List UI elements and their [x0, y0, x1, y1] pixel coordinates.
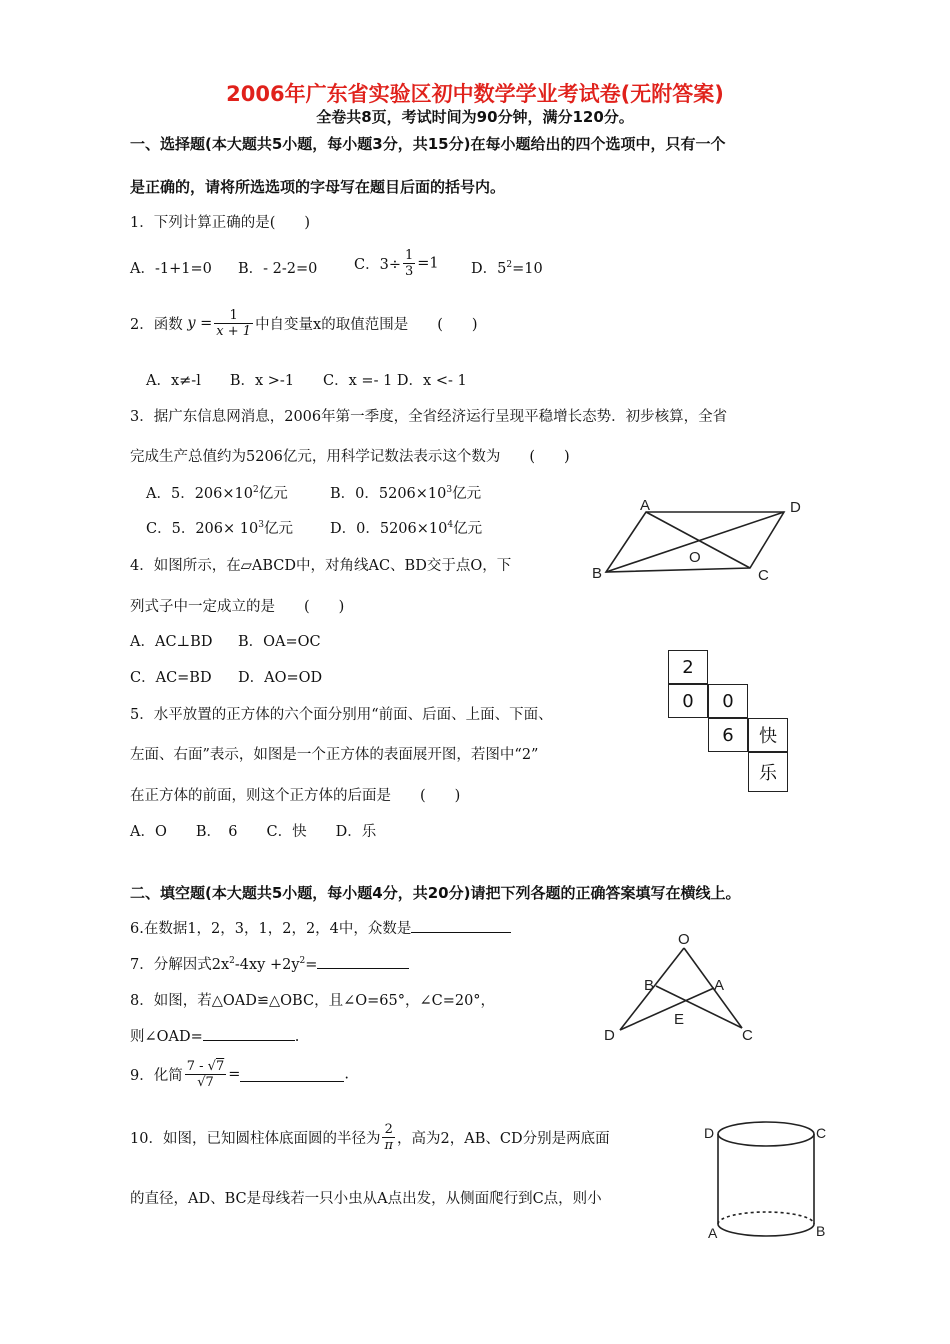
q10-numerator: 2: [382, 1122, 395, 1138]
q3-d-suffix: 亿元: [453, 521, 483, 537]
cylinder-bottom-front-arc: [718, 1224, 814, 1236]
label-d: D: [790, 499, 801, 516]
q3-c-exponent: 3: [258, 520, 264, 531]
q9-numerator-a: 7 -: [186, 1059, 204, 1074]
q6-stem: [130, 917, 511, 938]
q8-answer-blank[interactable]: [203, 1026, 295, 1041]
q3-line1: 3．据广东信息网消息，2006年第一季度，全省经济运行呈现平稳增长态势．初步核算，全省: [130, 409, 728, 425]
q3-a-prefix: A．5．206×10: [146, 486, 253, 502]
q1-c-numerator: 1: [404, 248, 414, 263]
q4-line2: 列式子中一定成立的是 ( ): [130, 599, 345, 615]
label-d: D: [704, 1125, 715, 1141]
label-a: A: [708, 1225, 718, 1241]
q9-end: .: [344, 1066, 349, 1083]
q3-a-suffix: 亿元: [258, 486, 288, 502]
line-da: [620, 988, 714, 1030]
q9-denominator-value: 7: [205, 1075, 214, 1090]
q9-stem: [130, 1059, 349, 1090]
q6-text: 6.在数据1，2，3，1，2，2，4中，众数是: [130, 921, 412, 937]
q2-suffix: 中自变量x的取值范围是 ( ): [255, 317, 478, 333]
page-title: 2006年广东省实验区初中数学学业考试卷(无附答案): [226, 82, 724, 106]
net-cell-2: 2: [668, 650, 708, 684]
net-cell-0-left: 0: [668, 684, 708, 718]
q1-stem: 1．下列计算正确的是( ): [130, 215, 311, 231]
q9-fraction: [185, 1059, 227, 1090]
section2-heading: 二、填空题(本大题共5小题，每小题4分，共20分)请把下列各题的正确答案填写在横线上。: [130, 884, 741, 902]
q3-b-suffix: 亿元: [452, 486, 482, 502]
q6-answer-blank[interactable]: [411, 918, 511, 933]
q7-middle: -4xy +2y: [234, 957, 300, 973]
q9-equals: =: [228, 1066, 241, 1083]
q1-option-d: [471, 257, 543, 278]
q9-numerator-b: 7: [215, 1059, 225, 1074]
label-a: A: [714, 977, 725, 994]
q1-option-c-fraction: [403, 248, 415, 279]
q7-prefix: 7．分解因式2x: [130, 957, 230, 973]
cylinder-bottom-back-arc: [718, 1212, 814, 1224]
q5-line1: 5．水平放置的正方体的六个面分别用“前面、后面、上面、下面、: [130, 707, 553, 723]
q8-prefix: 则∠OAD=: [130, 1029, 203, 1045]
label-c: C: [816, 1125, 827, 1141]
q7-exponent-1: 2: [229, 956, 235, 967]
q2-prefix: 2．函数: [130, 317, 183, 333]
parallelogram-figure: [588, 494, 810, 586]
label-b: B: [592, 565, 603, 582]
q3-line2: 完成生产总值约为5206亿元，用科学记数法表示这个数为 ( ): [130, 449, 570, 465]
q5-line3: 在正方体的前面，则这个正方体的后面是 ( ): [130, 788, 461, 804]
q2-fraction: [214, 308, 253, 339]
net-cell-0-right: 0: [708, 684, 748, 718]
congruent-triangles-figure: [600, 928, 760, 1044]
q1-d-exponent: 2: [506, 260, 513, 271]
q2-denominator: x + 1: [216, 324, 252, 339]
q3-a-exponent: 2: [252, 485, 259, 496]
q5-options: A．O B． 6 C．快 D．乐: [130, 824, 377, 840]
q2-numerator: 1: [214, 308, 253, 324]
q10-suffix: ，高为2，AB、CD分别是两底面: [397, 1131, 610, 1147]
q1-option-c: [354, 248, 439, 279]
q10-line1: [130, 1122, 610, 1153]
q4-option-c: C．AC=BD: [130, 670, 212, 686]
q3-d-exponent: 4: [447, 520, 454, 531]
q3-d-prefix: D．0．5206×10: [330, 521, 448, 537]
q9-denominator: √7: [197, 1075, 214, 1090]
label-e: E: [674, 1011, 685, 1028]
q10-line2: 的直径，AD、BC是母线若一只小虫从A点出发，从侧面爬行到C点，则小: [130, 1191, 602, 1207]
q7-suffix: =: [305, 957, 318, 973]
q1-option-b: B．- 2-2=0: [238, 261, 318, 277]
net-cell-kuai: 快: [748, 718, 788, 752]
q4-option-b: B．OA=OC: [238, 634, 321, 650]
q9-answer-blank[interactable]: [240, 1067, 344, 1082]
q10-fraction: [382, 1122, 395, 1153]
q1-option-a: A．-1+1=0: [130, 261, 212, 277]
q4-option-a: A．AC⊥BD: [130, 634, 213, 650]
q9-numerator: 7 - √7: [186, 1059, 225, 1074]
q2-options: A．x≠-l B．x >-1 C．x =- 1 D．x <- 1: [146, 373, 467, 389]
q9-prefix: 9．化简: [130, 1068, 183, 1084]
q3-b-exponent: 3: [446, 485, 453, 496]
q8-line1: 8．如图，若△OAD≌△OBC，且∠O=65°，∠C=20°，: [130, 993, 496, 1009]
q10-denominator: π: [384, 1138, 393, 1153]
net-cell-le: 乐: [748, 752, 788, 792]
q8-suffix: .: [294, 1029, 300, 1045]
q2-function-name: y =: [187, 315, 213, 332]
q4-line1: 4．如图所示，在▱ABCD中，对角线AC、BD交于点O，下: [130, 558, 512, 574]
q8-line2: [130, 1025, 299, 1046]
q7-answer-blank[interactable]: [317, 954, 409, 969]
label-o: O: [678, 931, 690, 948]
q4-option-d: D．AO=OD: [238, 670, 323, 686]
q1-d-suffix: =10: [512, 261, 543, 277]
label-c: C: [758, 567, 769, 584]
q3-option-c: [146, 517, 293, 538]
label-b: B: [644, 977, 655, 994]
q1-option-c-prefix: C．3÷: [354, 257, 401, 273]
cylinder-figure: [700, 1116, 832, 1244]
net-cell-6: 6: [708, 718, 748, 752]
cylinder-top-ellipse: [718, 1122, 814, 1146]
q2-stem: [130, 308, 478, 339]
q10-prefix: 10．如图，已知圆柱体底面圆的半径为: [130, 1131, 381, 1147]
line-cb: [656, 986, 742, 1028]
q7-exponent-2: 2: [299, 956, 306, 967]
q3-c-prefix: C．5．206× 10: [146, 521, 259, 537]
q1-option-c-suffix: =1: [417, 255, 439, 272]
section1-heading-line2: 是正确的，请将所选选项的字母写在题目后面的括号内。: [130, 178, 506, 196]
q1-c-denominator: 3: [404, 264, 414, 279]
q7-stem: [130, 953, 409, 974]
page-subtitle: 全卷共8页，考试时间为90分钟，满分120分。: [316, 108, 634, 126]
section1-heading-line1: 一、选择题(本大题共5小题，每小题3分，共15分)在每小题给出的四个选项中，只有一个: [130, 135, 726, 153]
q1-d-prefix: D．5: [471, 261, 507, 277]
q3-c-suffix: 亿元: [263, 521, 293, 537]
label-a: A: [640, 497, 651, 514]
q3-option-d: [330, 517, 482, 538]
label-c: C: [742, 1027, 753, 1044]
q3-option-b: [330, 482, 481, 503]
q5-line2: 左面、右面”表示，如图是一个正方体的表面展开图，若图中“2”: [130, 747, 539, 763]
q3-b-prefix: B．0．5206×10: [330, 486, 447, 502]
cube-net-figure: [668, 650, 788, 796]
q3-option-a: [146, 482, 288, 503]
label-d: D: [604, 1027, 615, 1044]
label-o: O: [689, 549, 701, 566]
label-b: B: [816, 1223, 826, 1239]
